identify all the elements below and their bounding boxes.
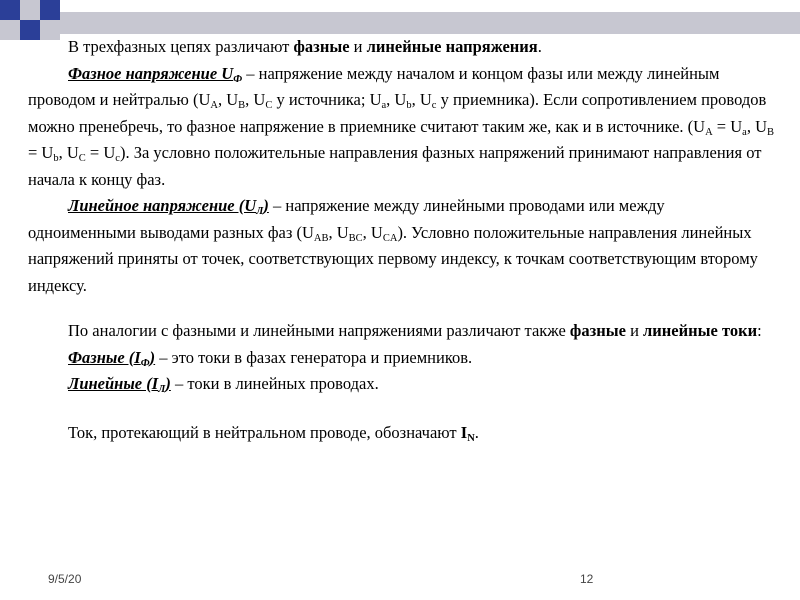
phase-currents-term: Фазные $(I_Ф)$	[68, 347, 156, 369]
line-currents-term: Линейные $(I_Л)$	[68, 374, 171, 395]
spacer	[28, 398, 776, 420]
deco-square	[20, 0, 40, 20]
intro-paragraph: В трехфазных цепях различают фазные и линейные напряжения.	[68, 37, 542, 56]
slide-number: 12	[580, 572, 594, 586]
slide-date: 9/5/20	[48, 572, 82, 586]
slide-body	[28, 34, 776, 446]
header-bar	[60, 12, 800, 34]
line-currents-paragraph: Линейные $(I_Л)$ – токи в линейных проводах.	[68, 374, 379, 395]
neutral-current-paragraph: Ток, протекающий в нейтральном проводе, обозначают $I_N$.	[68, 422, 479, 444]
phase-voltage-paragraph: Фазное напряжение $U_Ф$ – напряжение между началом и концом фазы или между линейным проводом и нейтралью ($U_A$, $U_B$, $U_C$ у источника; $U_a$, $U_b$, $U_c$ у приемника). Если сопротивлением проводов можно пренебречь, то фазное напряжение в приемнике считают таким же, как и в источнике. ($U_A = U_a$, $U_B = U_b$, $U_C = U_c$). За условно положительные направления фазных напряжений принимают направления от начала к концу фаз.	[28, 63, 774, 189]
deco-square	[40, 0, 60, 20]
deco-square	[0, 20, 20, 40]
deco-square	[0, 0, 20, 20]
line-voltage-term: Линейное напряжение $(U_Л)$	[68, 196, 269, 217]
line-voltage-paragraph: Линейное напряжение $(U_Л)$ – напряжение между линейными проводами или между одноименными выводами разных фаз ($U_{AB}$, $U_{BC}$, $U_{CA}$). Условно положительные направления линейных напряжений приняты от точек, соответствующих первому индексу, к точкам соответствующим второму индексу.	[28, 196, 758, 295]
spacer	[28, 299, 776, 318]
phase-currents-paragraph: Фазные $(I_Ф)$ – это токи в фазах генератора и приемников.	[68, 347, 473, 369]
phase-voltage-term: Фазное напряжение $U_Ф$	[68, 63, 243, 85]
currents-intro-paragraph: По аналогии с фазными и линейными напряжениями различают также фазные и линейные токи:	[68, 321, 762, 340]
